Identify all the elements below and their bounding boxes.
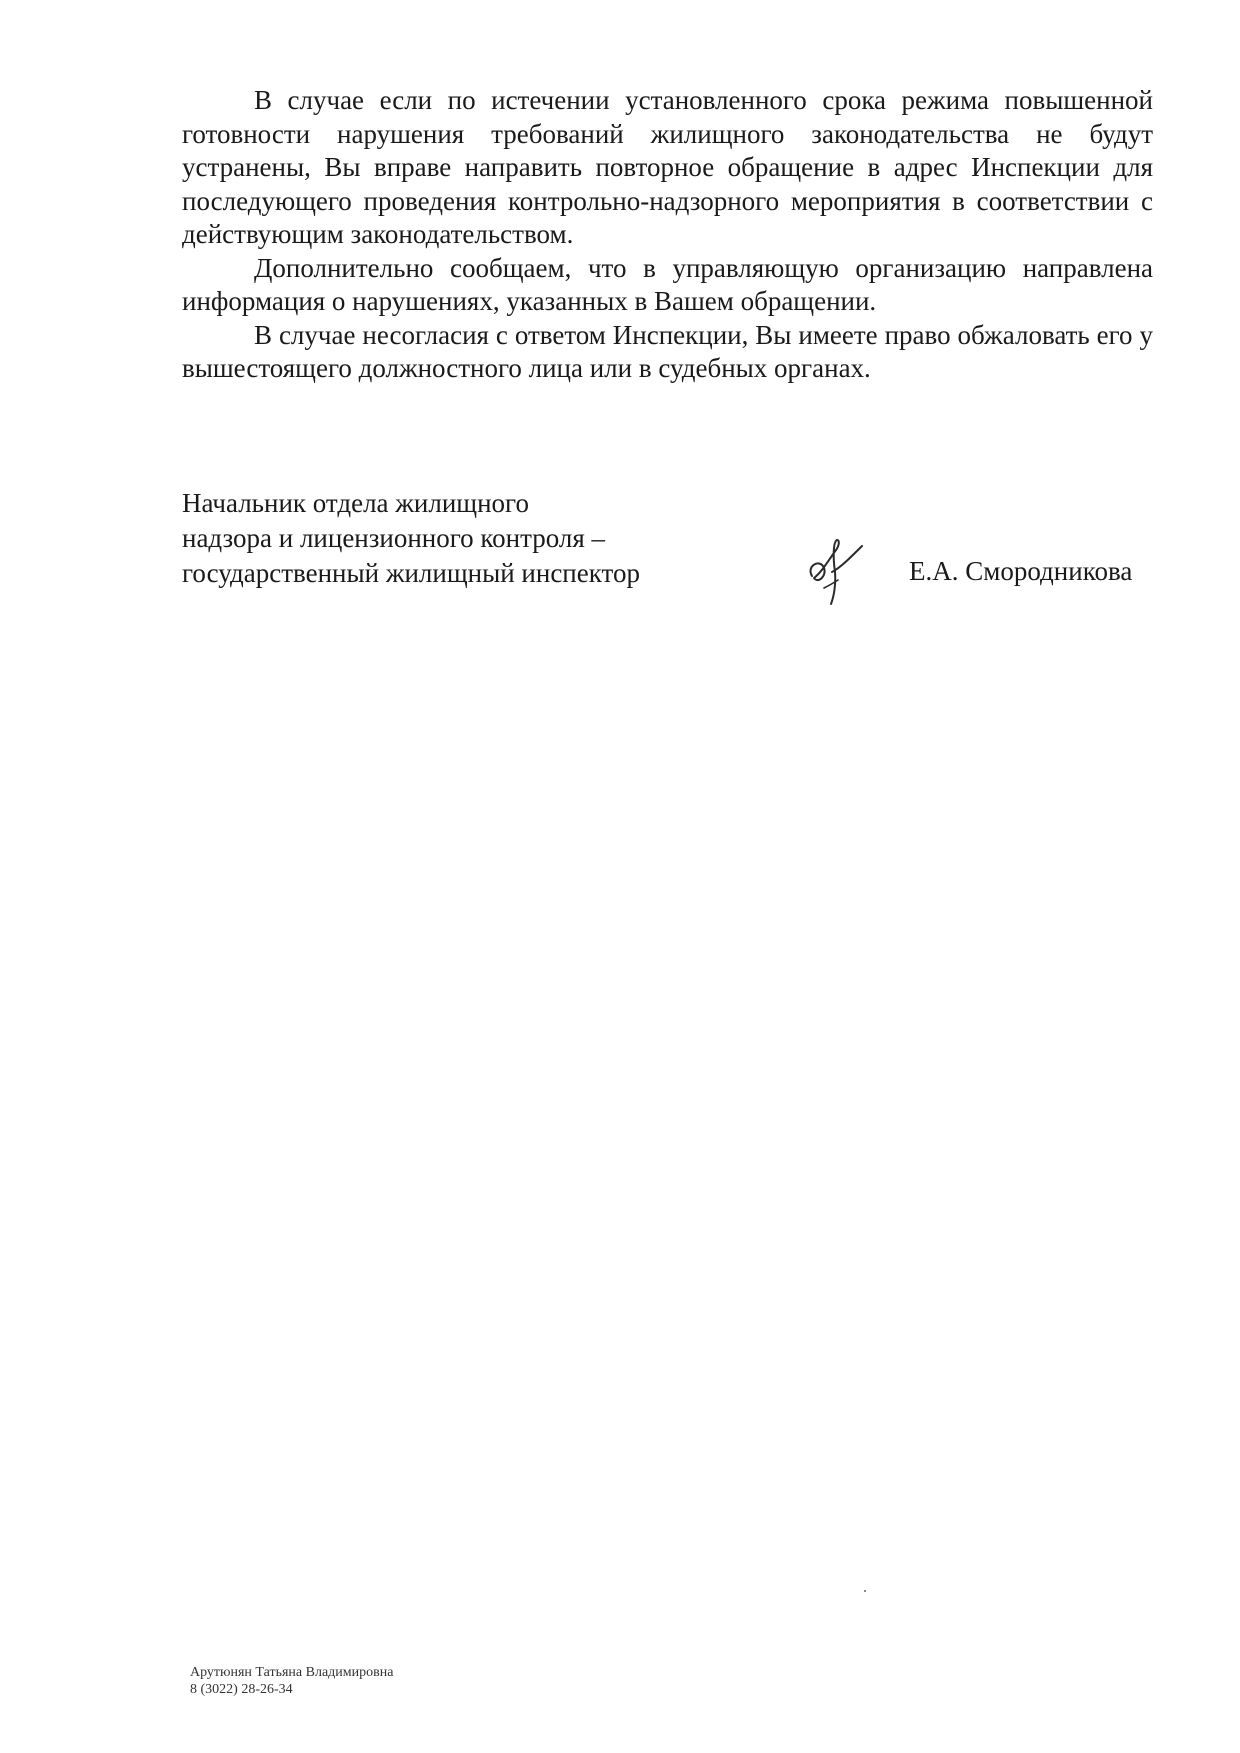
signature-block: [182, 486, 1162, 606]
paragraph-appeal-right: В случае несогласия с ответом Инспекции, Вы имеете право обжаловать его у вышестоящего должностного лица или в судебных органах.: [182, 319, 1153, 383]
signer-position-line: надзора и лицензионного контроля –: [182, 523, 606, 553]
letter-body: [182, 84, 1153, 386]
executor-name: Арутюнян Татьяна Владимировна: [190, 1665, 394, 1680]
scan-speck: [864, 1590, 866, 1592]
signer-position-line: Начальник отдела жилищного: [182, 488, 529, 518]
handwritten-signature-icon: [802, 528, 870, 608]
executor-info: [190, 1664, 393, 1698]
signer-name: Е.А. Смородникова: [909, 556, 1133, 586]
paragraph-management-company: Дополнительно сообщаем, что в управляющую организацию направлена информация о нарушениях, указанных в Вашем обращении.: [182, 252, 1153, 316]
signer-position-line: государственный жилищный инспектор: [182, 558, 640, 588]
paragraph-repeat-appeal: В случае если по истечении установленного срока режима повышенной готовности нарушения требований жилищного законодательства не будут устранены, Вы вправе направить повторное обращение в адрес Инспекции для последующего проведения контрольно-надзорного мероприятия в соответствии с действующим законодательством.: [182, 85, 1153, 249]
executor-phone: 8 (3022) 28-26-34: [190, 1682, 293, 1697]
signer-position: [182, 486, 742, 591]
